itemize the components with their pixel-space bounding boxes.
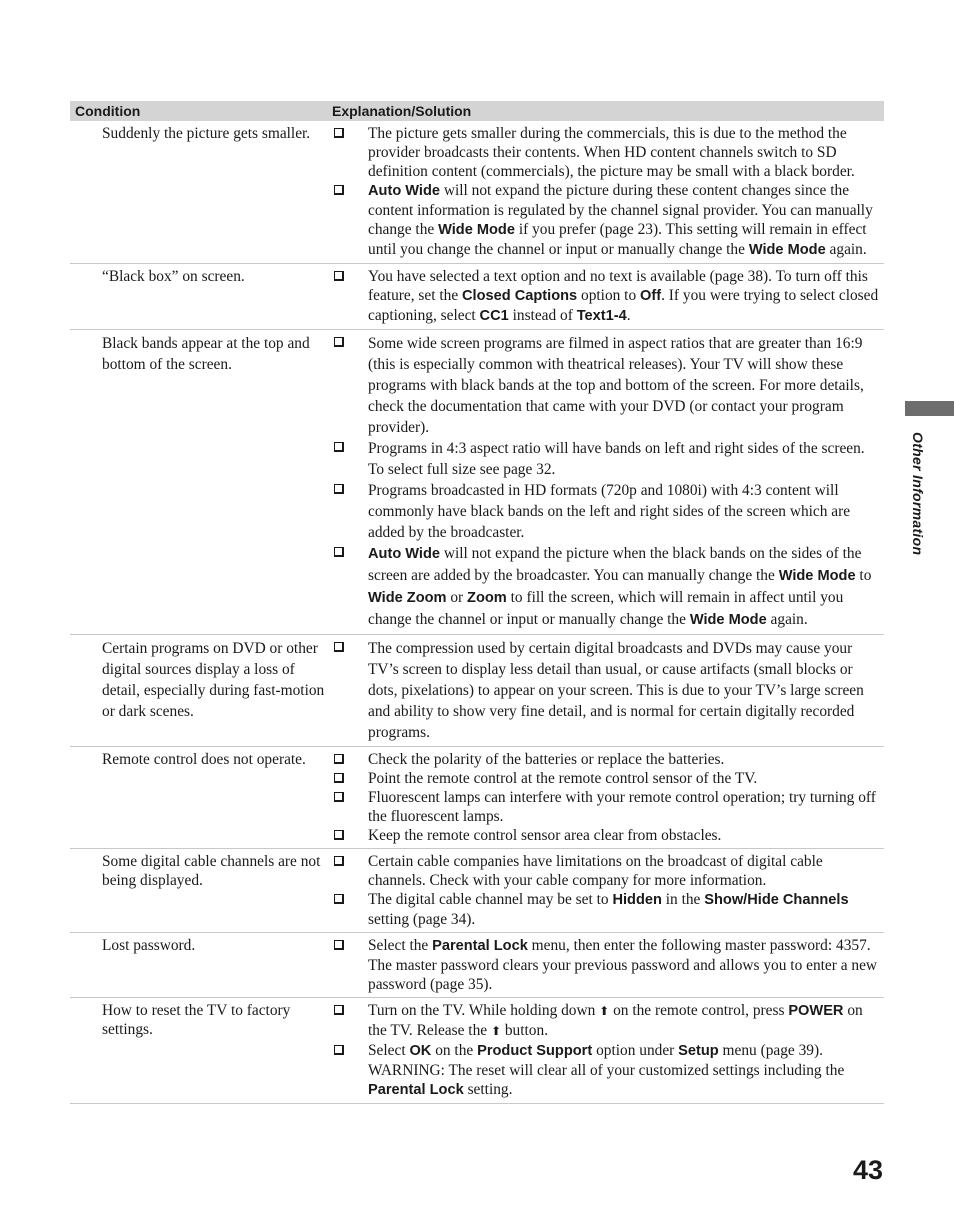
table-row: [70, 635, 884, 747]
solution-cell: [334, 1001, 884, 1100]
condition-cell: Suddenly the picture gets smaller.: [102, 125, 311, 142]
text-run: Select: [368, 1042, 410, 1059]
text-run: again.: [766, 611, 808, 628]
bold-term: Auto Wide: [368, 183, 441, 199]
checkbox-bullet-icon: [334, 890, 368, 929]
condition-cell: Some digital cable channels are not being displayed.: [102, 853, 321, 889]
text-run: to: [855, 567, 872, 584]
bold-term: Zoom: [467, 590, 507, 606]
solution-cell: [334, 124, 884, 260]
solution-item: [334, 1001, 882, 1041]
condition-cell: Black bands appear at the top and bottom of the screen.: [102, 335, 310, 373]
bold-term: Wide Mode: [438, 222, 515, 238]
text-run: on the: [431, 1042, 478, 1059]
solution-item: [334, 267, 882, 326]
table-row: [70, 933, 884, 998]
text-run: instead of: [508, 307, 577, 324]
solution-cell: [334, 638, 884, 743]
text-run: option under: [592, 1042, 679, 1059]
solution-cell: [334, 750, 884, 845]
bold-term: Parental Lock: [368, 1082, 464, 1098]
header-condition: Condition: [75, 103, 141, 119]
solution-item: [334, 826, 882, 845]
text-run: or: [446, 589, 468, 606]
text-run: Point the remote control at the remote control sensor of the TV.: [368, 770, 758, 787]
solution-item: [334, 333, 882, 438]
text-run: .: [626, 307, 631, 324]
text-run: The compression used by certain digital broadcasts and DVDs may cause your TV’s screen to display less detail than usual, or cause artifacts (small blocks or dots, pixelations) to appear on your screen. This is due to your TV’s large screen and ability to show very fine detail, and is normal for certain digitally recorded programs.: [368, 640, 864, 741]
solution-item: [334, 769, 882, 788]
checkbox-bullet-icon: [334, 852, 368, 890]
bold-term: Closed Captions: [462, 288, 578, 304]
text-run: setting (page 34).: [368, 911, 476, 928]
checkbox-bullet-icon: [334, 1041, 368, 1061]
checkbox-bullet-icon: [334, 267, 368, 326]
bold-term: Parental Lock: [432, 938, 528, 954]
condition-cell: How to reset the TV to factory settings.: [102, 1002, 291, 1038]
table-row: [70, 998, 884, 1104]
solution-item: [334, 438, 882, 480]
solution-item: [334, 480, 882, 543]
bold-term: Hidden: [612, 892, 662, 908]
text-run: Programs broadcasted in HD formats (720p and 1080i) with 4:3 content will commonly have black bands on the left and right sides of the screen which are added by the broadcaster.: [368, 482, 851, 541]
text-run: in the: [661, 891, 705, 908]
solution-item: [334, 1041, 882, 1061]
text-run: Fluorescent lamps can interfere with your remote control operation; try turning off the fluorescent lamps.: [368, 789, 876, 825]
bold-term: Wide Mode: [778, 568, 856, 584]
table-row: [70, 747, 884, 849]
text-run: Programs in 4:3 aspect ratio will have bands on left and right sides of the screen. To select full size see page 32.: [368, 440, 865, 478]
text-run: will not expand the picture during these content changes since the content information is regulated by the channel signal provider. You can manually change the: [368, 182, 873, 238]
section-tab-marker: [905, 401, 954, 416]
section-side-label: Other Information: [910, 432, 926, 556]
up-arrow-icon: ⬆: [490, 1024, 502, 1038]
solution-item: [334, 124, 882, 181]
text-run: Turn on the TV. While holding down: [368, 1002, 600, 1019]
checkbox-bullet-icon: [334, 826, 368, 845]
up-arrow-icon: ⬆: [599, 1004, 610, 1018]
checkbox-bullet-icon: [334, 788, 368, 826]
bold-term: Wide Mode: [689, 612, 767, 628]
table-row: [70, 330, 884, 635]
bold-term: Off: [640, 288, 662, 304]
warning-note: [334, 1061, 882, 1100]
text-run: to fill the screen, which will remain in affect until you change the channel or input or manually change the: [368, 589, 844, 628]
text-run: if you prefer (page 23). This setting will remain in effect until you change the channel or input or manually change the: [368, 221, 867, 258]
text-run: option to: [577, 287, 641, 304]
text-run: Keep the remote control sensor area clear from obstacles.: [368, 827, 722, 844]
condition-cell: Certain programs on DVD or other digital sources display a loss of detail, especially during fast-motion or dark scenes.: [102, 640, 325, 720]
text-run: Some wide screen programs are filmed in aspect ratios that are greater than 16:9 (this is especially common with theatrical releases). Your TV will show these programs with black bands at the top and bottom of the screen. For more details, check the documentation that came with your DVD (or contact your program provider).: [368, 335, 864, 436]
bold-term: Text1-4: [576, 308, 627, 324]
solution-cell: [334, 333, 884, 631]
solution-cell: [334, 852, 884, 929]
bold-term: Wide Zoom: [368, 590, 447, 606]
solution-item: [334, 936, 882, 994]
solution-cell: [334, 267, 884, 326]
checkbox-bullet-icon: [334, 936, 368, 994]
solution-item: [334, 543, 882, 631]
solution-item: [334, 638, 882, 743]
table-row: [70, 849, 884, 933]
solution-item: [334, 788, 882, 826]
checkbox-bullet-icon: [334, 181, 368, 260]
text-run: You have selected a text option and no text is available (page 38). To turn off this feature, set the: [368, 268, 868, 304]
troubleshooting-table: [70, 101, 884, 1104]
text-run: again.: [825, 241, 867, 258]
bold-term: Setup: [678, 1043, 719, 1059]
checkbox-bullet-icon: [334, 438, 368, 480]
checkbox-bullet-icon: [334, 638, 368, 743]
bold-term: Auto Wide: [368, 546, 441, 562]
solution-item: [334, 852, 882, 890]
bold-term: Wide Mode: [748, 242, 826, 258]
text-run: on the remote control, press: [609, 1002, 789, 1019]
checkbox-bullet-icon: [334, 769, 368, 788]
bold-term: OK: [409, 1043, 432, 1059]
condition-cell: “Black box” on screen.: [102, 268, 245, 285]
text-run: Certain cable companies have limitations on the broadcast of digital cable channels. Check with your cable company for more information.: [368, 853, 823, 889]
table-row: [70, 264, 884, 330]
text-run: menu (page 39).: [718, 1042, 823, 1059]
table-row: [70, 121, 884, 264]
solution-item: [334, 890, 882, 929]
condition-cell: Lost password.: [102, 937, 196, 954]
checkbox-bullet-icon: [334, 124, 368, 181]
bold-term: CC1: [479, 308, 509, 324]
text-run: . If you were trying to select closed captioning, select: [368, 287, 879, 324]
text-run: setting.: [463, 1081, 513, 1098]
page-number: 43: [852, 1155, 883, 1185]
text-run: Check the polarity of the batteries or replace the batteries.: [368, 751, 725, 768]
text-run: The picture gets smaller during the commercials, this is due to the method the provider broadcasts their contents. When HD content channels switch to SD definition content (commercials), the picture may be small with a black border.: [368, 125, 855, 180]
checkbox-bullet-icon: [334, 750, 368, 769]
text-run: will not expand the picture when the black bands on the sides of the screen are added by the broadcaster. You can manually change the: [368, 545, 862, 584]
checkbox-bullet-icon: [334, 1001, 368, 1041]
checkbox-bullet-icon: [334, 333, 368, 438]
text-run: Select the: [368, 937, 433, 954]
text-run: menu, then enter the following master password: 4357. The master password clears your previous password and allows you to enter a new password (page 35).: [368, 937, 878, 993]
bold-term: Product Support: [477, 1043, 593, 1059]
header-explanation: Explanation/Solution: [332, 103, 472, 119]
solution-item: [334, 181, 882, 260]
text-run: The digital cable channel may be set to: [368, 891, 613, 908]
bold-term: POWER: [788, 1003, 844, 1019]
solution-cell: [334, 936, 884, 994]
checkbox-bullet-icon: [334, 480, 368, 543]
checkbox-bullet-icon: [334, 543, 368, 631]
table-header: [70, 101, 884, 121]
condition-cell: Remote control does not operate.: [102, 751, 306, 768]
text-run: on the TV. Release the: [368, 1002, 863, 1039]
text-run: button.: [501, 1022, 549, 1039]
solution-item: [334, 750, 882, 769]
bold-term: Show/Hide Channels: [704, 892, 849, 908]
text-run: WARNING: The reset will clear all of your customized settings including the: [368, 1062, 845, 1079]
